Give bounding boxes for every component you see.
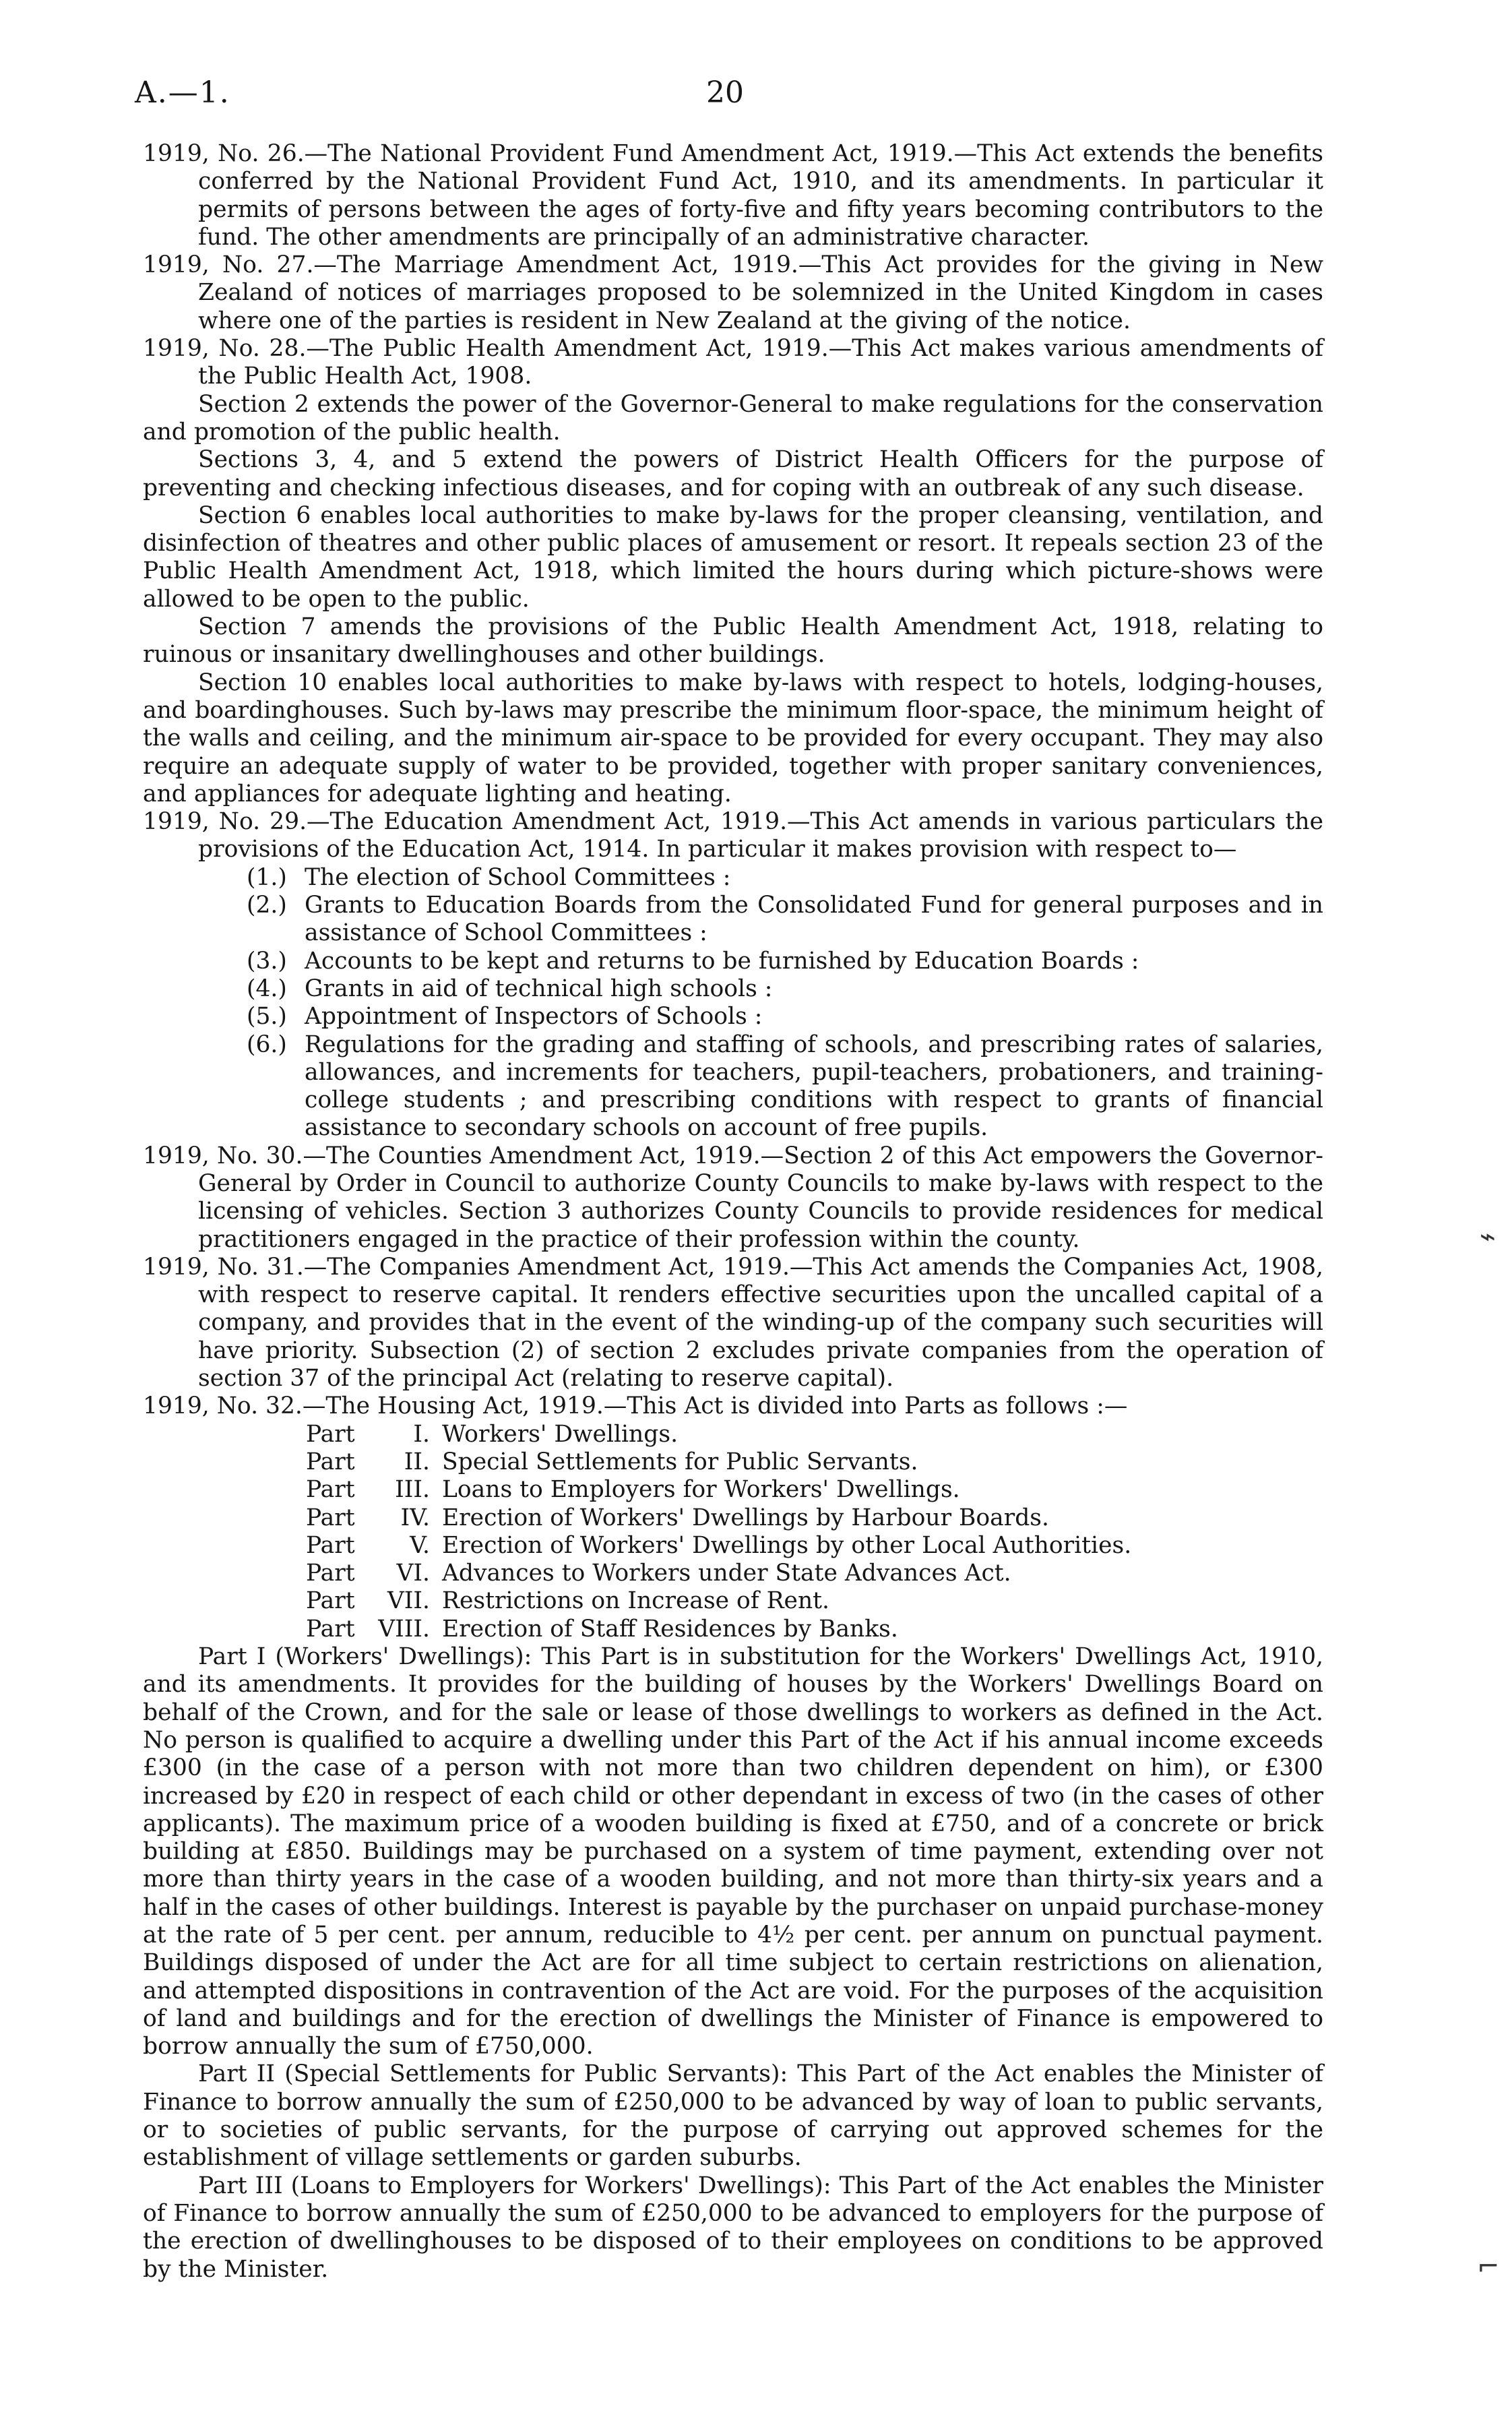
margin-scan-mark: ⌁ bbox=[1480, 1221, 1497, 1252]
housing-part-paragraph: Part II (Special Settlements for Public Servants): This Part of the Act enables the Minister of Finance to borrow annually the sum of £250,000 to be advanced by way of loan to public servants, or to societies of public servants, for the purpose of carrying out approved schemes for the establishment of village settlements or garden suburbs. bbox=[143, 2060, 1323, 2172]
housing-parts-list bbox=[306, 1421, 1323, 1643]
list-item bbox=[247, 864, 1323, 892]
part-title: Advances to Workers under State Advances Act. bbox=[442, 1560, 1011, 1587]
part-roman: VII. bbox=[387, 1587, 430, 1615]
list-item-text: Grants to Education Boards from the Consolidated Fund for general purposes and in assistance of School Committees : bbox=[305, 892, 1323, 947]
part-title: Erection of Staff Residences by Banks. bbox=[442, 1615, 898, 1643]
list-item-text: Regulations for the grading and staffing of schools, and prescribing rates of salaries, allowances, and increments for teachers, pupil-teachers, probationers, and training-college students ; and prescribing conditions with respect to grants of financial assistance to secondary schools on account of free pupils. bbox=[305, 1031, 1323, 1142]
list-item-text: Appointment of Inspectors of Schools : bbox=[305, 1003, 763, 1031]
part-roman: II. bbox=[404, 1448, 430, 1475]
act-education-amendment: 1919, No. 29.—The Education Amendment Act, 1919.—This Act amends in various particulars the provisions of the Education Act, 1914. In particular it makes provision with respect to— bbox=[143, 808, 1323, 863]
part-label: Part bbox=[306, 1504, 355, 1531]
document-reference: A.—1. bbox=[135, 75, 230, 110]
act-public-health-amendment: 1919, No. 28.—The Public Health Amendment Act, 1919.—This Act makes various amendments of the Public Health Act, 1908. bbox=[143, 335, 1323, 390]
part-roman: IV. bbox=[400, 1504, 430, 1531]
part-label: Part bbox=[306, 1420, 355, 1448]
list-item-number: (5.) bbox=[247, 1003, 287, 1031]
housing-part bbox=[306, 1616, 1323, 1643]
part-title: Erection of Workers' Dwellings by Harbour Boards. bbox=[442, 1504, 1049, 1531]
part-roman: III. bbox=[395, 1476, 430, 1504]
page-number: 20 bbox=[706, 75, 744, 110]
housing-part bbox=[306, 1421, 1323, 1448]
part-roman: VIII. bbox=[378, 1615, 430, 1643]
part-title: Special Settlements for Public Servants. bbox=[442, 1448, 918, 1475]
health-section-paragraph: Section 2 extends the power of the Governor-General to make regulations for the conservation and promotion of the public health. bbox=[143, 390, 1323, 446]
list-item bbox=[247, 948, 1323, 975]
health-section-paragraph: Section 10 enables local authorities to make by-laws with respect to hotels, lodging-houses, and boardinghouses. Such by-laws may prescribe the minimum floor-space, the minimum height of the walls and ceiling, and the minimum air-space to be provided for every occupant. They may also require an adequate supply of water to be provided, together with proper sanitary conveniences, and appliances for adequate lighting and heating. bbox=[143, 669, 1323, 807]
housing-part bbox=[306, 1587, 1323, 1615]
housing-part bbox=[306, 1532, 1323, 1560]
part-label: Part bbox=[306, 1587, 355, 1615]
list-item bbox=[247, 1003, 1323, 1031]
health-section-paragraph: Section 6 enables local authorities to make by-laws for the proper cleansing, ventilation, and disinfection of theatres and other public places of amusement or resort. It repeals section 23 of the Public Health Amendment Act, 1918, which limited the hours during which picture-shows were allowed to be open to the public. bbox=[143, 501, 1323, 613]
page-body bbox=[143, 140, 1323, 2284]
part-label: Part bbox=[306, 1615, 355, 1643]
health-section-paragraph: Sections 3, 4, and 5 extend the powers of District Health Officers for the purpose of preventing and checking infectious diseases, and for coping with an outbreak of any such disease. bbox=[143, 446, 1323, 501]
list-item bbox=[247, 975, 1323, 1003]
part-label: Part bbox=[306, 1560, 355, 1587]
housing-part-paragraph: Part I (Workers' Dwellings): This Part is in substitution for the Workers' Dwellings Act, 1910, and its amendments. It provides for the building of houses by the Workers' Dwellings Board on behalf of the Crown, and for the sale or lease of those dwellings to workers as defined in the Act. No person is qualified to acquire a dwelling under this Part of the Act if his annual income exceeds £300 (in the case of a person with not more than two children dependent on him), or £300 increased by £20 in respect of each child or other dependant in excess of two (in the cases of other applicants). The maximum price of a wooden building is fixed at £750, and of a concrete or brick building at £850. Buildings may be purchased on a system of time payment, extending over not more than thirty years in the case of a wooden building, and not more than thirty-six years and a half in the cases of other buildings. Interest is payable by the purchaser on unpaid purchase-money at the rate of 5 per cent. per annum, reducible to 4½ per cent. per annum on punctual payment. Buildings disposed of under the Act are for all time subject to certain restrictions on alienation, and attempted dispositions in contravention of the Act are void. For the purposes of the acquisition of land and buildings and for the erection of dwellings the Minister of Finance is empowered to borrow annually the sum of £750,000. bbox=[143, 1643, 1323, 2060]
list-item bbox=[247, 892, 1323, 948]
act-national-provident-fund: 1919, No. 26.—The National Provident Fund Amendment Act, 1919.—This Act extends the benefits conferred by the National Provident Fund Act, 1910, and its amendments. In particular it permits of persons between the ages of forty-five and fifty years becoming contributors to the fund. The other amendments are principally of an administrative character. bbox=[143, 140, 1323, 251]
list-item-number: (6.) bbox=[247, 1031, 287, 1058]
list-item-text: The election of School Committees : bbox=[305, 863, 731, 891]
list-item-text: Accounts to be kept and returns to be furnished by Education Boards : bbox=[305, 947, 1139, 975]
act-counties-amendment: 1919, No. 30.—The Counties Amendment Act, 1919.—Section 2 of this Act empowers the Governor-General by Order in Council to authorize County Councils to make by-laws with respect to the licensing of vehicles. Section 3 authorizes County Councils to provide residences for medical practitioners engaged in the practice of their profession within the county. bbox=[143, 1142, 1323, 1253]
list-item-number: (4.) bbox=[247, 975, 287, 1002]
act-companies-amendment: 1919, No. 31.—The Companies Amendment Act, 1919.—This Act amends the Companies Act, 1908, with respect to reserve capital. It renders effective securities upon the uncalled capital of a company, and provides that in the event of the winding-up of the company such securities will have priority. Subsection (2) of section 2 excludes private companies from the operation of section 37 of the principal Act (relating to reserve capital). bbox=[143, 1253, 1323, 1392]
part-label: Part bbox=[306, 1531, 355, 1559]
act-housing: 1919, No. 32.—The Housing Act, 1919.—This Act is divided into Parts as follows :— bbox=[143, 1392, 1128, 1420]
part-label: Part bbox=[306, 1476, 355, 1504]
part-title: Workers' Dwellings. bbox=[442, 1420, 679, 1448]
part-label: Part bbox=[306, 1448, 355, 1475]
housing-part bbox=[306, 1448, 1323, 1476]
housing-part bbox=[306, 1476, 1323, 1504]
list-item bbox=[247, 1031, 1323, 1142]
margin-scan-mark: ⌐ bbox=[1477, 2251, 1500, 2282]
list-item-number: (3.) bbox=[247, 947, 287, 975]
part-title: Loans to Employers for Workers' Dwellings. bbox=[442, 1476, 960, 1504]
list-item-number: (1.) bbox=[247, 863, 287, 891]
part-roman: VI. bbox=[396, 1560, 430, 1587]
housing-part bbox=[306, 1560, 1323, 1587]
housing-part bbox=[306, 1504, 1323, 1532]
part-title: Erection of Workers' Dwellings by other Local Authorities. bbox=[442, 1531, 1132, 1559]
list-item-text: Grants in aid of technical high schools : bbox=[305, 975, 773, 1002]
part-roman: I. bbox=[413, 1420, 430, 1448]
part-roman: V. bbox=[410, 1531, 430, 1559]
page-header bbox=[135, 73, 1321, 113]
housing-part-paragraph: Part III (Loans to Employers for Workers' Dwellings): This Part of the Act enables the Minister of Finance to borrow annually the sum of £250,000 to be advanced to employers for the purpose of the erection of dwellinghouses to be disposed of to their employees on conditions to be approved by the Minister. bbox=[143, 2172, 1323, 2283]
part-title: Restrictions on Increase of Rent. bbox=[442, 1587, 830, 1615]
health-section-paragraph: Section 7 amends the provisions of the Public Health Amendment Act, 1918, relating to ruinous or insanitary dwellinghouses and other buildings. bbox=[143, 613, 1323, 669]
education-provisions-list bbox=[247, 864, 1323, 1142]
list-item-number: (2.) bbox=[247, 892, 287, 919]
act-marriage-amendment: 1919, No. 27.—The Marriage Amendment Act, 1919.—This Act provides for the giving in New Zealand of notices of marriages proposed to be solemnized in the United Kingdom in cases where one of the parties is resident in New Zealand at the giving of the notice. bbox=[143, 251, 1323, 334]
